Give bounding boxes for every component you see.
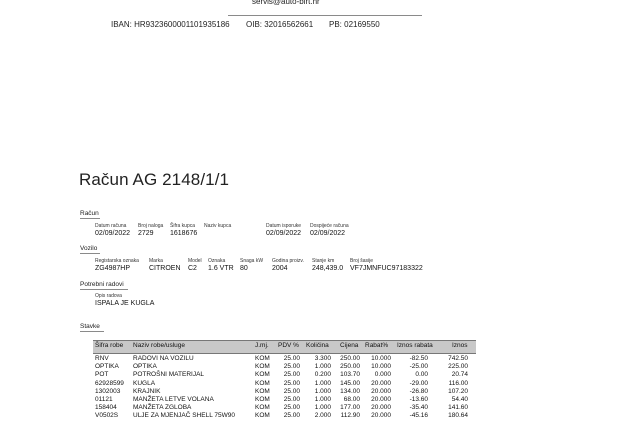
- col-kolicina: Količina: [306, 342, 329, 349]
- label-dospijece: Dospijeće računa: [310, 223, 349, 229]
- label-oznaka: Oznaka: [208, 258, 226, 264]
- table-cell: -13.60: [409, 396, 428, 403]
- table-cell: 2.000: [314, 412, 331, 420]
- value-godina: 2004: [272, 265, 288, 272]
- table-cell: 107.20: [448, 387, 468, 395]
- value-model: C2: [188, 265, 197, 272]
- label-broj-sasije: Broj šasije: [350, 258, 374, 264]
- table-cell: 01121: [95, 396, 113, 403]
- table-cell: 0.000: [374, 371, 391, 379]
- table-cell: 68.00: [343, 396, 360, 403]
- table-cell: MANŽETA ZGLOBA: [133, 404, 192, 412]
- table-cell: 10.000: [371, 363, 391, 371]
- table-cell: KOM: [255, 379, 270, 387]
- label-godina: Godina proizv.: [272, 258, 304, 264]
- label-registarska: Registarska oznaka: [95, 258, 139, 264]
- value-broj-naloga: 2729: [138, 230, 154, 237]
- table-cell: -26.80: [409, 387, 428, 395]
- value-oznaka: 1.6 VTR: [208, 265, 234, 272]
- table-cell: 25.00: [283, 371, 300, 379]
- table-cell: KOM: [255, 404, 270, 412]
- table-cell: 1.000: [314, 363, 331, 371]
- label-model: Model: [188, 258, 202, 264]
- value-registarska: ZG4987HP: [95, 265, 131, 272]
- table-cell: 250.00: [340, 355, 360, 362]
- label-marka: Marka: [149, 258, 163, 264]
- table-cell: KOM: [255, 387, 270, 395]
- table-cell: 0.200: [314, 371, 331, 379]
- table-cell: 112.90: [340, 412, 360, 420]
- section-radovi-label: Potrebni radovi: [80, 281, 124, 288]
- table-cell: 225.00: [448, 363, 468, 371]
- table-cell: 103.70: [340, 371, 360, 379]
- label-broj-naloga: Broj naloga: [138, 223, 164, 229]
- value-dospijece: 02/09/2022: [310, 230, 346, 237]
- col-jmj: J.mj.: [255, 342, 269, 349]
- table-cell: KOM: [255, 371, 270, 379]
- table-cell: 62928599: [95, 379, 124, 387]
- section-stavke-label: Stavke: [80, 323, 100, 330]
- table-cell: POTROŠNI MATERIJAL: [133, 371, 205, 379]
- table-cell: RNV: [95, 355, 109, 362]
- table-cell: 1.000: [314, 387, 331, 395]
- col-cijena: Cijena: [340, 342, 359, 349]
- table-cell: KOM: [255, 355, 270, 362]
- col-pdv: PDV %: [278, 342, 299, 349]
- table-cell: 20.000: [371, 387, 391, 395]
- table-cell: 25.00: [283, 387, 300, 395]
- value-datum-racuna: 02/09/2022: [95, 230, 131, 237]
- company-iban: IBAN: HR9323600001101935186: [111, 20, 230, 29]
- table-cell: OPTIKA: [133, 363, 157, 371]
- table-cell: POT: [95, 371, 109, 379]
- table-cell: 10.000: [371, 355, 391, 362]
- section-stavke-underline: [80, 331, 104, 332]
- table-cell: 25.00: [283, 396, 300, 403]
- table-cell: -82.50: [409, 355, 428, 362]
- table-cell: 250.00: [340, 363, 360, 371]
- value-stanje-km: 248,439.0: [312, 265, 344, 272]
- company-email: servis@auto-birt.hr: [252, 0, 320, 6]
- table-cell: 20.000: [371, 396, 391, 403]
- label-datum-isporuke: Datum isporuke: [266, 223, 302, 229]
- col-iznos-rabata: Iznos rabata: [397, 342, 433, 349]
- table-cell: -45.16: [409, 412, 428, 420]
- table-cell: 0.00: [415, 371, 428, 379]
- table-cell: 25.00: [283, 363, 300, 371]
- table-cell: 145.00: [340, 379, 360, 387]
- table-cell: V0502S: [95, 412, 119, 420]
- table-cell: 177.00: [340, 404, 360, 412]
- table-cell: 20.74: [451, 371, 468, 379]
- table-cell: KOM: [255, 363, 270, 371]
- table-cell: 1.000: [314, 404, 331, 412]
- table-cell: 25.00: [283, 404, 300, 412]
- table-cell: 1302003: [95, 387, 121, 395]
- header-top-line: [228, 15, 422, 16]
- table-cell: OPTIKA: [95, 363, 119, 371]
- value-datum-isporuke: 02/09/2022: [266, 230, 302, 237]
- value-snaga: 80: [240, 265, 248, 272]
- value-sifra-kupca: 1618676: [170, 230, 198, 237]
- table-cell: 134.00: [340, 387, 360, 395]
- section-racun-label: Račun: [80, 210, 99, 217]
- table-cell: 25.00: [283, 412, 300, 420]
- table-cell: ULJE ZA MJENJAČ SHELL 75W90: [133, 412, 235, 420]
- label-naziv-kupca: Naziv kupca: [204, 223, 232, 229]
- table-cell: -29.00: [409, 379, 428, 387]
- table-cell: 158404: [95, 404, 117, 412]
- section-racun-underline: [80, 218, 100, 219]
- table-cell: 180.64: [448, 412, 468, 420]
- table-cell: KOM: [255, 396, 270, 403]
- table-cell: MANŽETA LETVE VOLANA: [133, 396, 214, 403]
- value-opis-radova: ISPALA JE KUGLA: [95, 300, 155, 307]
- table-cell: 20.000: [371, 379, 391, 387]
- table-cell: 25.00: [283, 355, 300, 362]
- value-broj-sasije: VF7JMNFUC97183322: [350, 265, 423, 272]
- invoice-title: Račun AG 2148/1/1: [79, 170, 230, 189]
- label-datum-racuna: Datum računa: [95, 223, 127, 229]
- table-cell: 742.50: [448, 355, 468, 362]
- value-marka: CITROEN: [149, 265, 181, 272]
- table-cell: 25.00: [283, 379, 300, 387]
- table-cell: 1.000: [314, 396, 331, 403]
- col-iznos: Iznos: [452, 342, 468, 349]
- company-oib: OIB: 32016562661: [246, 20, 314, 29]
- table-cell: -25.00: [409, 363, 428, 371]
- table-cell: KOM: [255, 412, 270, 420]
- table-cell: -35.40: [409, 404, 428, 412]
- col-naziv: Naziv robe/usluge: [133, 342, 186, 349]
- table-cell: RADOVI NA VOZILU: [133, 355, 194, 362]
- label-sifra-kupca: Šifra kupca: [170, 223, 196, 229]
- label-snaga: Snaga kW: [240, 258, 264, 264]
- table-cell: 54.40: [451, 396, 468, 403]
- col-sifra-robe: Šifra robe: [95, 342, 124, 349]
- table-cell: KUGLA: [133, 379, 156, 387]
- table-cell: 141.60: [448, 404, 468, 412]
- table-cell: 1.000: [314, 379, 331, 387]
- table-cell: 3.300: [314, 355, 331, 362]
- section-vozilo-underline: [80, 253, 100, 254]
- table-cell: 20.000: [371, 404, 391, 412]
- col-rabat: Rabat%: [365, 342, 389, 349]
- table-cell: 20.000: [371, 412, 391, 420]
- section-vozilo-label: Vozilo: [80, 245, 98, 252]
- label-opis-radova: Opis radova: [95, 293, 122, 299]
- company-pb: PB: 02169550: [329, 20, 380, 29]
- section-radovi-underline: [80, 289, 128, 290]
- table-cell: KRAJNIK: [133, 387, 161, 395]
- label-stanje-km: Stanje km: [312, 258, 335, 264]
- table-cell: 116.00: [448, 379, 468, 387]
